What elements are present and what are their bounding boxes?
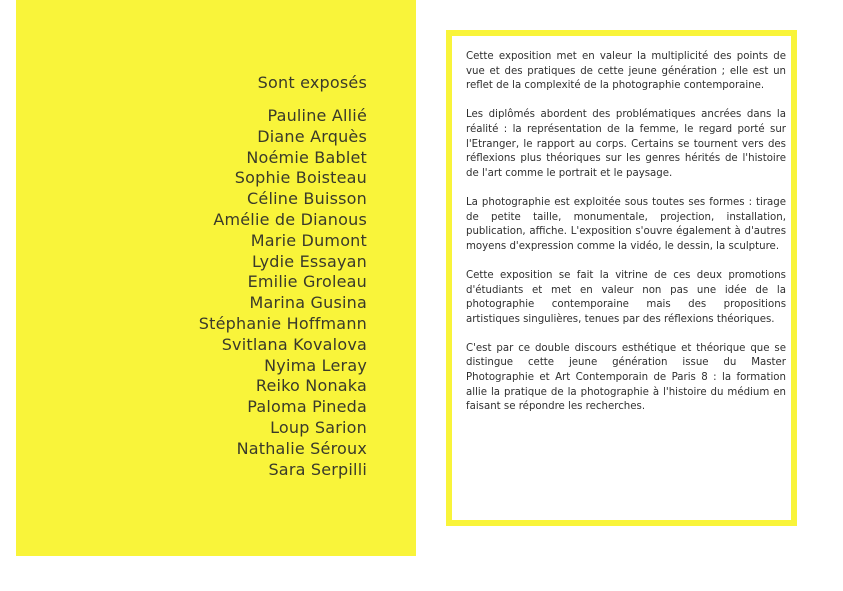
artist-name: Nathalie Séroux (236, 438, 367, 458)
artist-name: Amélie de Dianous (213, 209, 367, 229)
artist-name: Diane Arquès (257, 126, 367, 146)
text-frame (446, 30, 797, 526)
artist-name: Marina Gusina (249, 293, 367, 313)
exhibitors-heading: Sont exposés (257, 73, 367, 92)
artist-name: Pauline Allié (267, 106, 367, 125)
description-paragraph: Les diplômés abordent des problématiques ancrées dans la réalité : la représentation de la femme, le regard porté sur l'Etranger, le rapport au corps. Certains se tournent vers des réflexions plus théoriques sur les genres hérités de l'histoire de l'art comme le portrait et le paysage. (466, 109, 786, 179)
artist-name: Nyima Leray (264, 355, 367, 375)
artist-list (199, 106, 367, 480)
exhibition-description (466, 50, 786, 415)
artist-name: Sara Serpilli (268, 459, 367, 479)
artist-name: Lydie Essayan (251, 251, 367, 271)
description-paragraph: La photographie est exploitée sous toutes ses formes : tirage de petite taille, monumentale, projection, installation, publication, affiche. L'exposition s'ouvre également à d'autres moyens d'expression comme la vidéo, le dessin, la sculpture. (466, 196, 786, 252)
artist-name: Loup Sarion (270, 417, 367, 437)
artist-name: Paloma Pineda (247, 397, 367, 417)
artist-name: Svitlana Kovalova (221, 334, 367, 354)
description-paragraph: C'est par ce double discours esthétique et théorique que se distingue cette jeune génération issue du Master Photographie et Art Contemporain de Paris 8 : la formation allie la pratique de la photographie à l'histoire du médium en faisant se répondre les recherches. (466, 342, 786, 413)
description-paragraph: Cette exposition se fait la vitrine de ces deux promotions d'étudiants et met en valeur non pas une idée de la photographie contemporaine mais des propositions artistiques singulières, tenues par des réflexions théoriques. (466, 269, 786, 325)
exhibitors-section (199, 72, 367, 480)
artist-name: Reiko Nonaka (255, 376, 367, 396)
artist-name: Noémie Bablet (246, 147, 367, 167)
artist-name: Marie Dumont (250, 230, 367, 250)
artist-name: Sophie Boisteau (234, 168, 367, 188)
artist-name: Céline Buisson (247, 189, 367, 209)
artist-name: Stéphanie Hoffmann (198, 313, 367, 333)
left-yellow-panel (16, 0, 416, 556)
description-paragraph: Cette exposition met en valeur la multiplicité des points de vue et des pratiques de cette jeune génération ; elle est un reflet de la complexité de la photographie contemporaine. (466, 51, 786, 92)
artist-name: Emilie Groleau (247, 272, 367, 292)
